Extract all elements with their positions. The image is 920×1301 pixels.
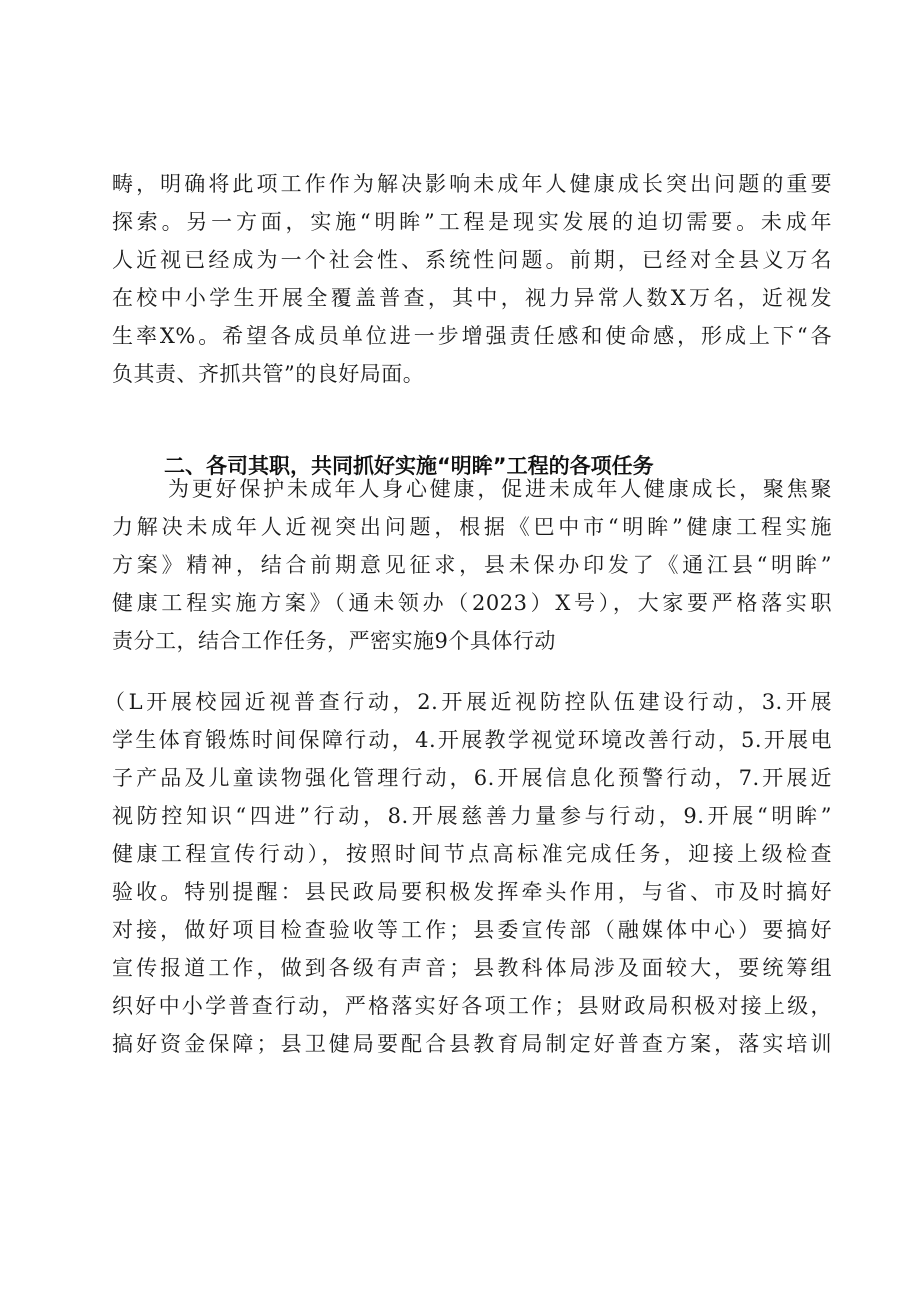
text-line: 责分工，结合工作任务，严密实施9个具体行动 [112, 629, 556, 653]
section-heading: 二、各司其职，共同抓好实施“明眸”工程的各项任务 [164, 454, 654, 478]
text-line: 宣传报道工作，做到各级有声音；县教科体局涉及面较大，要统筹组 [112, 956, 832, 980]
paragraph-3-cont [112, 721, 832, 1063]
text-line: 为更好保护未成年人身心健康，促进未成年人健康成长，聚焦聚 [168, 477, 832, 501]
text-line: 健康工程实施方案》（通未领办（2023）X号），大家要严格落实职 [112, 591, 832, 615]
text-line: 子产品及儿童读物强化管理行动，6.开展信息化预警行动，7.开展近 [112, 766, 832, 790]
text-line: 对接，做好项目检查验收等工作；县委宣传部（融媒体中心）要搞好 [112, 918, 832, 942]
text-line: 织好中小学普查行动，严格落实好各项工作；县财政局积极对接上级， [112, 994, 832, 1018]
text-line: 力解决未成年人近视突出问题，根据《巴中市“明眸”健康工程实施 [112, 515, 832, 539]
text-line: 搞好资金保障；县卫健局要配合县教育局制定好普查方案，落实培训 [112, 1032, 832, 1056]
paragraph-3 [104, 683, 832, 721]
text-line: 验收。特别提醒：县民政局要积极发挥牵头作用，与省、市及时搞好 [112, 880, 832, 904]
text-line: 健康工程宣传行动），按照时间节点高标准完成任务，迎接上级检查 [112, 842, 832, 866]
text-line: 畴，明确将此项工作作为解决影响未成年人健康成长突出问题的重要 [112, 172, 832, 196]
text-line: 生率X%。希望各成员单位进一步增强责任感和使命感，形成上下“各 [112, 324, 832, 348]
text-line: 在校中小学生开展全覆盖普查，其中，视力异常人数X万名，近视发 [112, 286, 832, 310]
text-line: 方案》精神，结合前期意见征求，县未保办印发了《通江县“明眸” [112, 553, 832, 577]
text-line: 人近视已经成为一个社会性、系统性问题。前期，已经对全县义万名 [112, 248, 832, 272]
text-line: 视防控知识“四进”行动，8.开展慈善力量参与行动，9.开展“明眸” [112, 804, 832, 828]
paragraph-1 [112, 165, 832, 393]
text-line: （L开展校园近视普查行动，2.开展近视防控队伍建设行动，3.开展 [104, 690, 832, 714]
paragraph-2 [112, 470, 832, 660]
text-line: 负其责、齐抓共管”的良好局面。 [112, 362, 425, 386]
text-line: 学生体育锻炼时间保障行动，4.开展教学视觉环境改善行动，5.开展电 [112, 728, 832, 752]
text-line: 探索。另一方面，实施“明眸”工程是现实发展的迫切需要。未成年 [112, 210, 832, 234]
